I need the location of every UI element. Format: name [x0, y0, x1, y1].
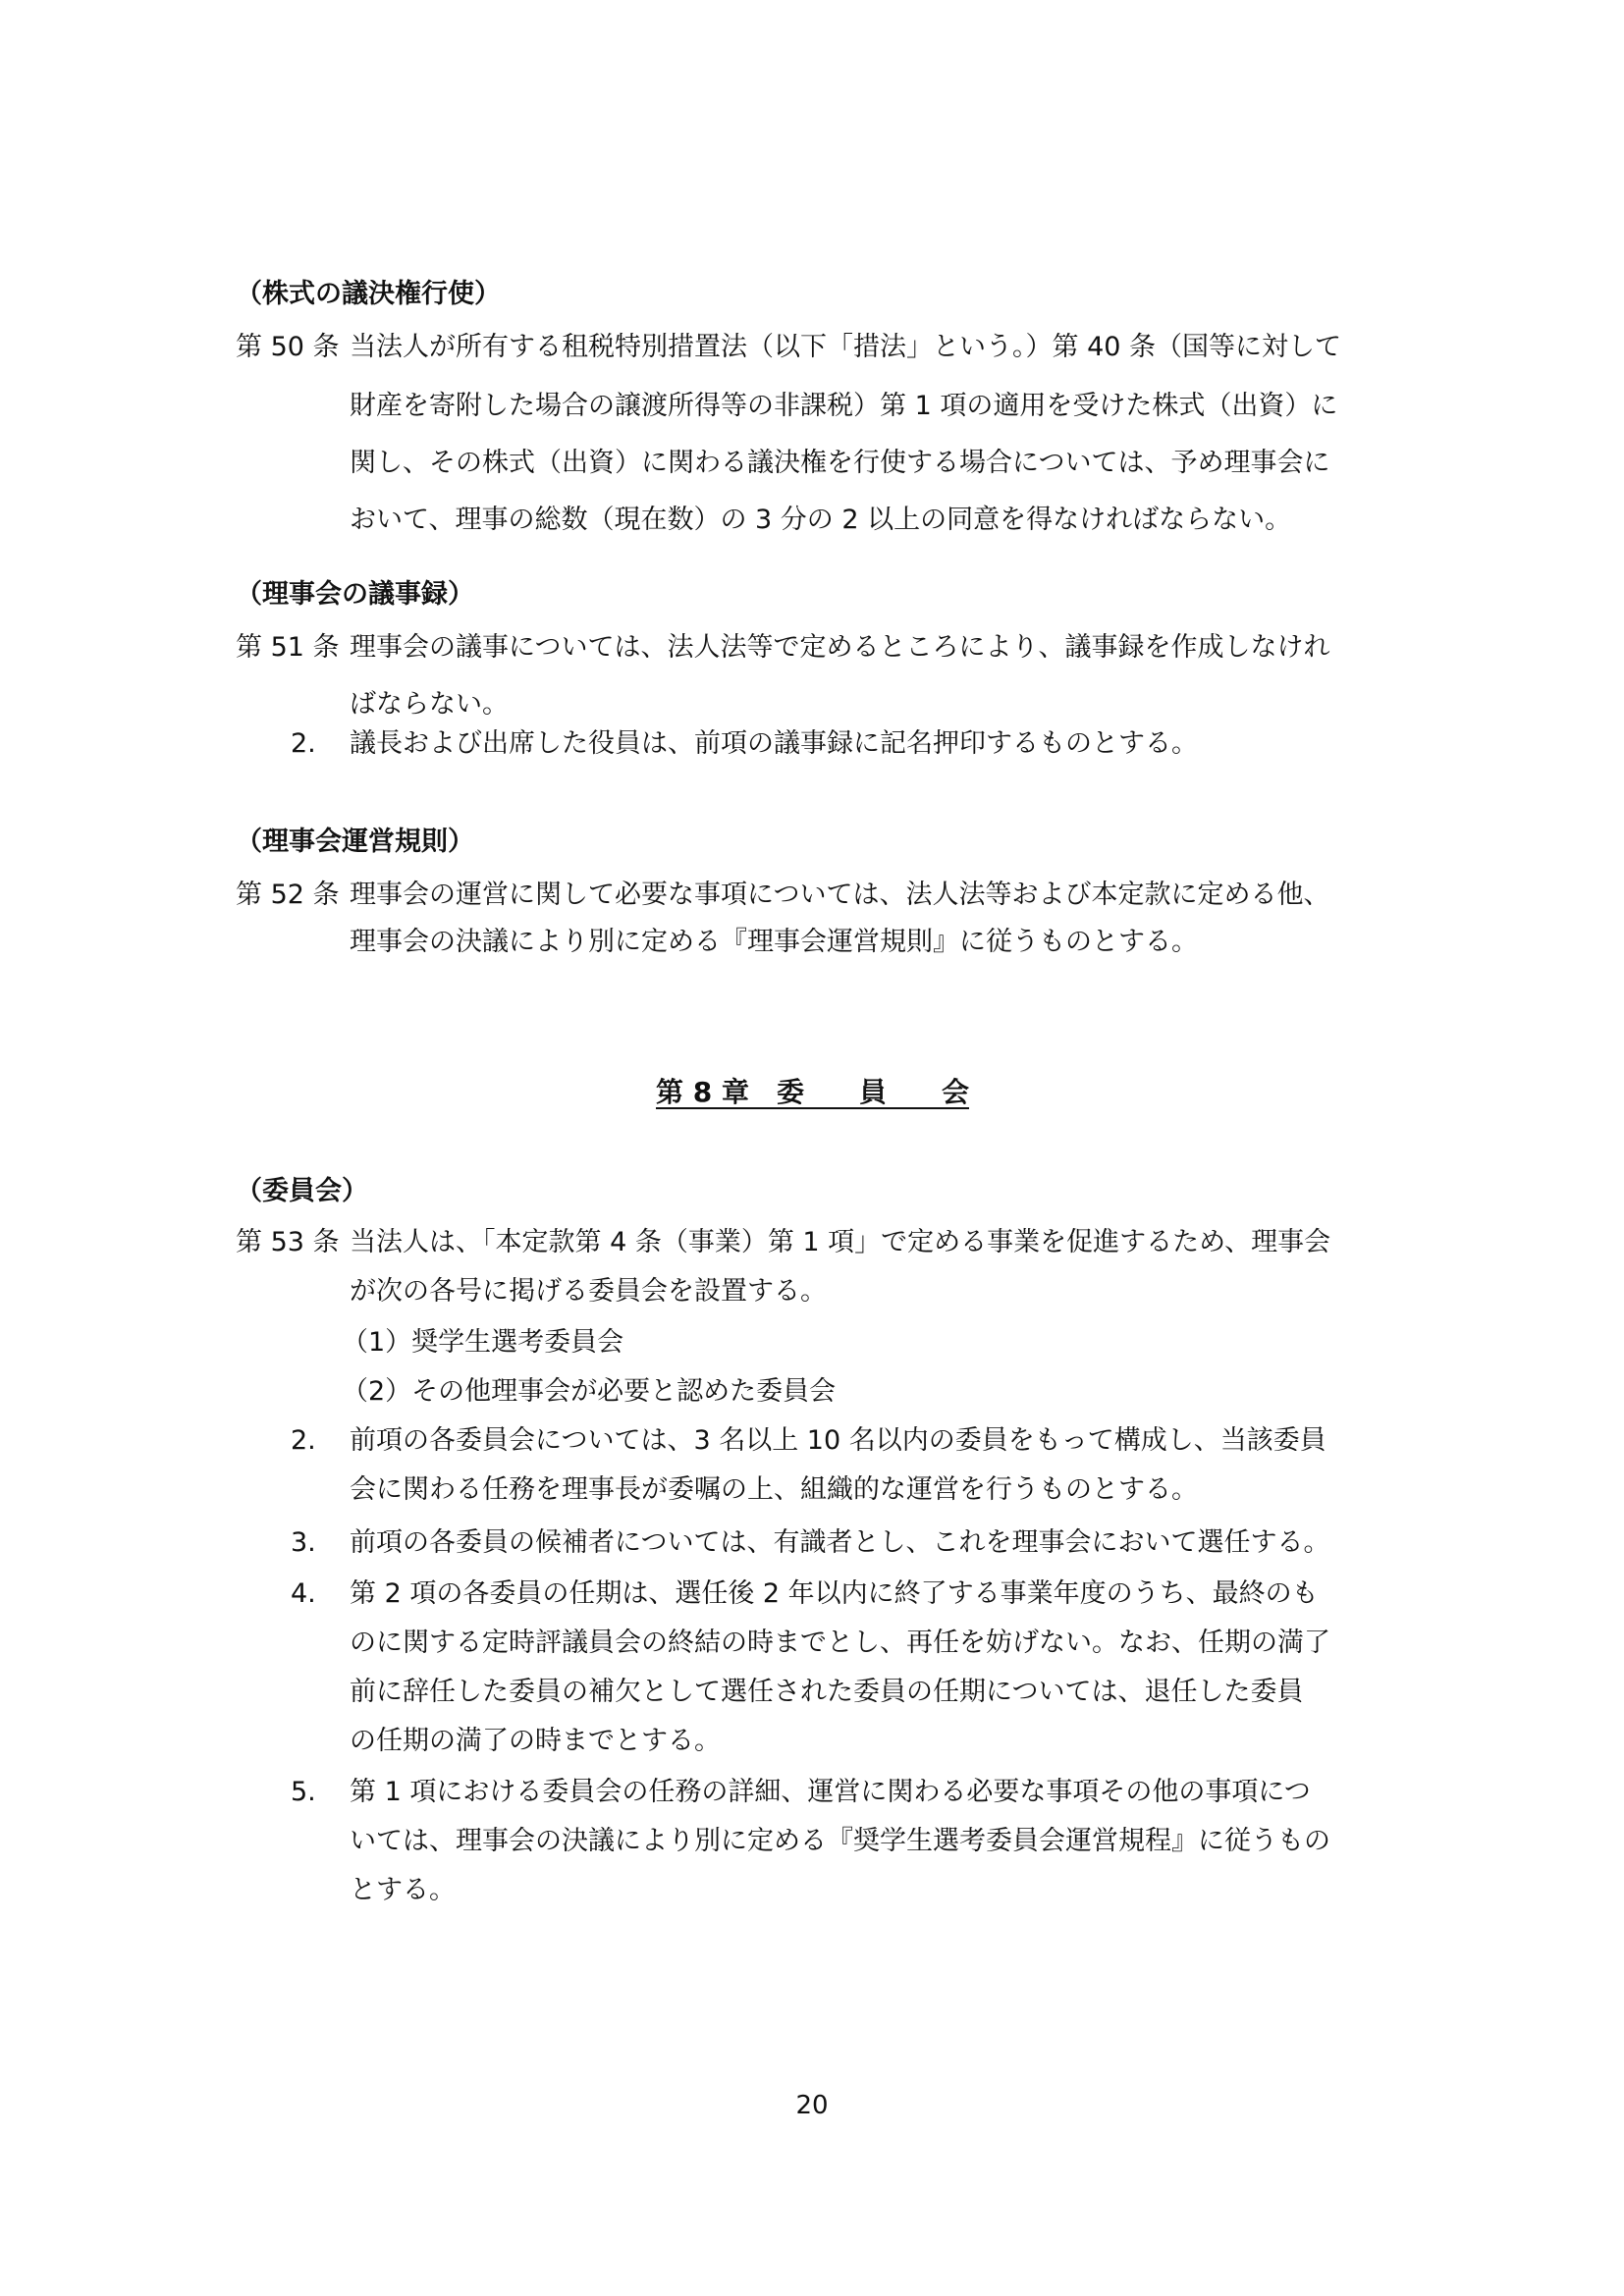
article-53-item-5-line-3: とする。 [350, 1875, 456, 1905]
article-50-line-2: 財産を寄附した場合の譲渡所得等の非課税）第 1 項の適用を受けた株式（出資）に [350, 391, 1338, 421]
article-50-heading: （株式の議決権行使） [236, 279, 501, 309]
article-53-item-4-line-3: 前に辞任した委員の補欠として選任された委員の任期については、退任した委員 [350, 1677, 1304, 1707]
chapter-8-title: 第 8 章 委 員 会 [656, 1076, 969, 1108]
article-52-line-1: 理事会の運営に関して必要な事項については、法人法等および本定款に定める他、 [350, 880, 1330, 910]
article-53-item-4-line-1: 第 2 項の各委員の任期は、選任後 2 年以内に終了する事業年度のうち、最終のも [350, 1578, 1319, 1609]
article-50-line-3: 関し、その株式（出資）に関わる議決権を行使する場合については、予め理事会に [350, 448, 1330, 478]
article-50-line-4: おいて、理事の総数（現在数）の 3 分の 2 以上の同意を得なければならない。 [350, 505, 1292, 535]
page-number: 20 [795, 2091, 829, 2120]
article-51-number: 第 51 条 [236, 632, 340, 663]
article-53-heading: （委員会） [236, 1176, 368, 1206]
article-53-item-3-line-1: 前項の各委員の候補者については、有識者とし、これを理事会において選任する。 [350, 1527, 1330, 1558]
article-51-line-2: ばならない。 [350, 689, 509, 720]
article-53-item-4-line-2: のに関する定時評議員会の終結の時までとし、再任を妨げない。なお、任期の満了 [350, 1628, 1330, 1658]
article-53-sub-item-1: （1）奨学生選考委員会 [342, 1327, 624, 1358]
article-53-line-1: 当法人は、「本定款第 4 条（事業）第 1 項」で定める事業を促進するため、理事会 [350, 1227, 1331, 1257]
article-53-item-3-number: 3. [291, 1527, 316, 1558]
article-53-number: 第 53 条 [236, 1227, 340, 1257]
article-50-line-1: 当法人が所有する租税特別措置法（以下「措法」という。）第 40 条（国等に対して [350, 332, 1342, 362]
article-53-item-2-line-1: 前項の各委員会については、3 名以上 10 名以内の委員をもって構成し、当該委員 [350, 1425, 1326, 1456]
article-53-item-2-number: 2. [291, 1425, 316, 1456]
article-51-item-2-number: 2. [291, 728, 316, 759]
article-53-item-2-line-2: 会に関わる任務を理事長が委嘱の上、組織的な運営を行うものとする。 [350, 1474, 1198, 1505]
article-50-number: 第 50 条 [236, 332, 340, 362]
article-51-line-1: 理事会の議事については、法人法等で定めるところにより、議事録を作成しなけれ [350, 632, 1330, 663]
article-53-item-4-number: 4. [291, 1578, 316, 1609]
article-53-sub-item-2: （2）その他理事会が必要と認めた委員会 [342, 1376, 837, 1407]
article-53-line-2: が次の各号に掲げる委員会を設置する。 [350, 1276, 827, 1307]
article-52-line-2: 理事会の決議により別に定める『理事会運営規則』に従うものとする。 [350, 927, 1198, 957]
article-51-heading: （理事会の議事録） [236, 579, 474, 610]
article-52-heading: （理事会運営規則） [236, 827, 474, 857]
article-53-item-5-number: 5. [291, 1777, 316, 1807]
article-51-item-2-line-1: 議長および出席した役員は、前項の議事録に記名押印するものとする。 [350, 728, 1198, 759]
article-53-item-4-line-4: の任期の満了の時までとする。 [350, 1726, 721, 1756]
article-53-item-5-line-1: 第 1 項における委員会の任務の詳細、運営に関わる必要な事項その他の事項につ [350, 1777, 1311, 1807]
article-53-item-5-line-2: いては、理事会の決議により別に定める『奨学生選考委員会運営規程』に従うもの [350, 1826, 1330, 1856]
article-52-number: 第 52 条 [236, 880, 340, 910]
